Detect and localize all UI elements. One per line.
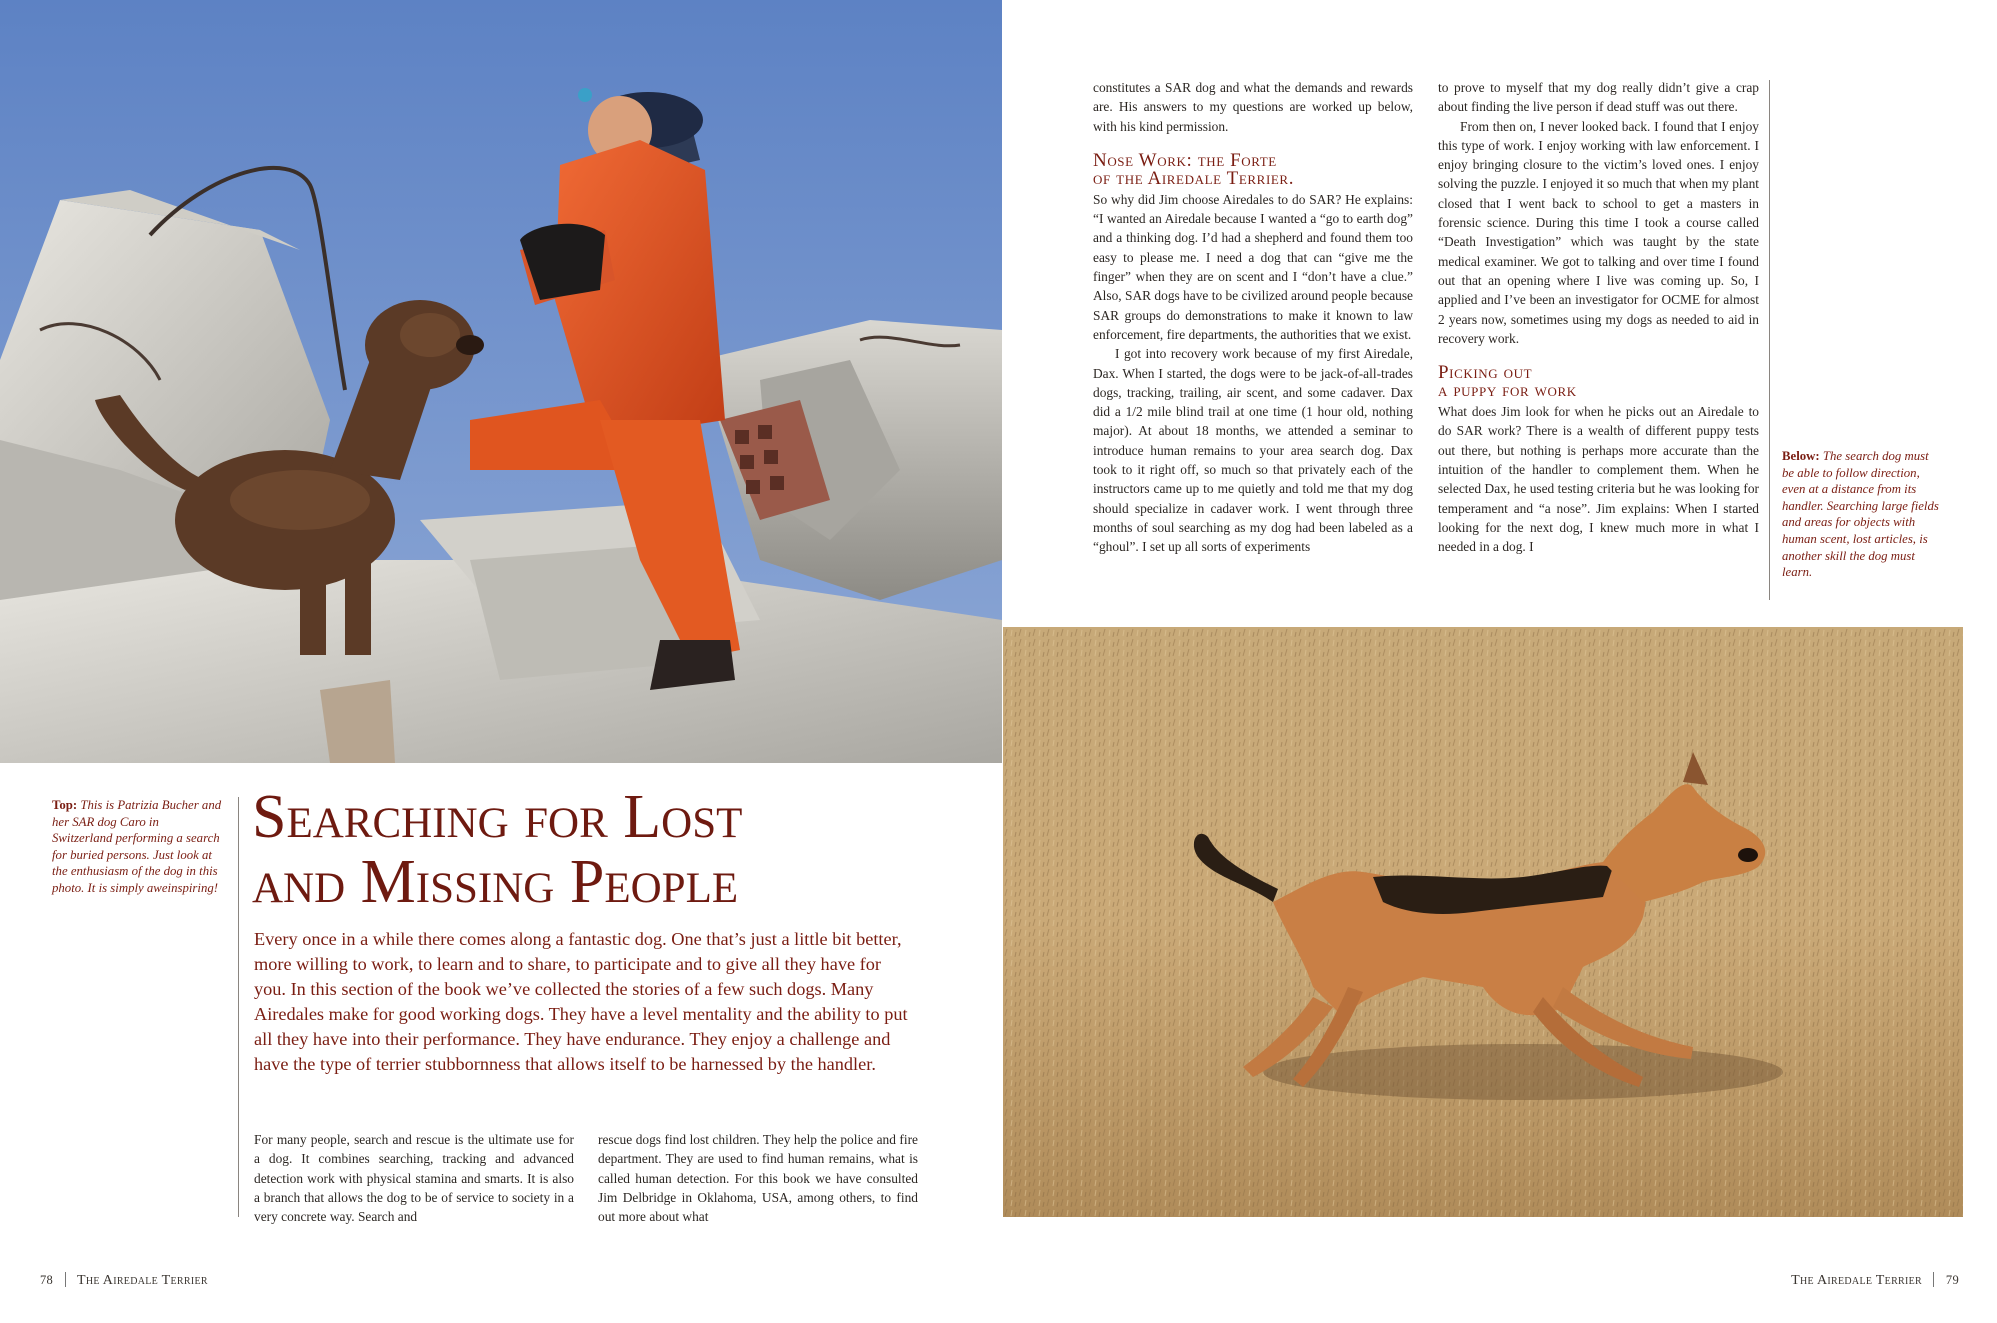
left-column-1 <box>254 1130 574 1226</box>
right-col2-p3: What does Jim look for when he picks out an Airedale to do SAR work? There is a wealth of different puppy tests out there, but nothing is perhaps more accurate than the intuition of the handler to complement them. When he selected Dax, he used testing criteria but he was looking for temperament and “a nose”. Jim explains: When I started looking for the next dog, I knew much more in what I needed in a dog. I <box>1438 404 1759 555</box>
caption-top-text: This is Patrizia Bucher and her SAR dog Caro in Switzerland performing a search for buried persons. Just look at the enthusiasm of the dog in this photo. It is simply aweinspiring! <box>52 798 222 895</box>
heading-picking-puppy-line1: Picking out <box>1438 362 1533 384</box>
heading-nose-work <box>1093 149 1413 189</box>
top-photo <box>0 0 1002 763</box>
caption-top <box>52 797 222 897</box>
right-col1-p1: constitutes a SAR dog and what the demands and rewards are. His answers to my questions are worked up below, with his kind permission. <box>1093 80 1413 134</box>
right-column-1 <box>1093 78 1413 557</box>
caption-below <box>1782 448 1942 581</box>
caption-top-label: Top: <box>52 798 78 812</box>
right-col1-p2: So why did Jim choose Airedales to do SAR? He explains: “I wanted an Airedale because I wanted a “go to earth dog” and a thinking dog. I’d had a shepherd and found them too easy to please me. I need a dog that can “give me the finger” when they are on scent and I “don’t have a clue.” Also, SAR dogs have to be civilized around people because SAR groups do demonstrations to make it known to law enforcement, fire departments, the authorities that we exist. <box>1093 191 1413 342</box>
footer-left-title: The Airedale Terrier <box>76 1273 208 1288</box>
left-col1-text: For many people, search and rescue is the ultimate use for a dog. It combines searching, tracking and advanced detection work with physical stamina and smarts. It is also a branch that allows the dog to be of service to society in a very concrete way. Search and <box>254 1132 574 1225</box>
heading-picking-puppy <box>1438 364 1759 400</box>
article-title <box>252 785 972 915</box>
title-line-2: and Missing People <box>252 848 739 916</box>
caption-below-label: Below: <box>1782 449 1820 463</box>
caption-below-text: The search dog must be able to follow direction, even at a distance from its handler. Searching large fields and areas for objects with human scent, lost articles, is another skill the dog must learn. <box>1782 449 1939 580</box>
footer-left-divider <box>65 1272 66 1287</box>
right-col2-p1: to prove to myself that my dog really didn’t give a crap about finding the live person if dead stuff was out there. <box>1438 80 1759 115</box>
left-column-2 <box>598 1130 918 1226</box>
intro-text: Every once in a while there comes along a fantastic dog. One that’s just a little bit better, more willing to work, to learn and to share, to participate and to give all they have for you. In this section of the book we’ve collected the stories of a few such dogs. Many Airedales make for good working dogs. They have a level mentality and the ability to put all they have into their performance. They have endurance. They enjoy a challenge and have the type of terrier stubbornness that allows itself to be harnessed by the handler. <box>254 929 908 1074</box>
heading-picking-puppy-line2: a puppy for work <box>1438 380 1577 402</box>
right-column-2 <box>1438 78 1759 557</box>
title-line-1: Searching for Lost <box>252 783 743 851</box>
heading-nose-work-line2: of the Airedale Terrier. <box>1093 167 1295 189</box>
footer-right-title: The Airedale Terrier <box>1791 1273 1923 1288</box>
footer-right <box>1791 1272 1959 1289</box>
page-number-right: 79 <box>1945 1273 1959 1287</box>
right-column-divider <box>1769 80 1770 600</box>
intro-paragraph <box>254 927 909 1077</box>
field-photo <box>1003 627 1963 1217</box>
footer-right-divider <box>1933 1272 1934 1287</box>
right-col1-p3: I got into recovery work because of my first Airedale, Dax. When I started, the dogs were to be jack-of-all-trades dogs, tracking, trailing, air scent, and some cadaver. Dax did a 1/2 mile blind trail at one time (1 hour old, nothing major). At about 18 months, we attended a seminar to introduce human remains to your area search dog. Dax took to it right off, so much so that privately each of the instructors came up to me quietly and told me that my dog should specialize in cadaver work. I went through three months of soul searching as my dog had been labeled as a “ghoul”. I set up all sorts of experiments <box>1093 346 1413 555</box>
page-number-left: 78 <box>40 1273 54 1287</box>
right-col2-p2: From then on, I never looked back. I found that I enjoy this type of work. I enjoy working with law enforcement. I enjoy bringing closure to the victim’s loved ones. I enjoy solving the puzzle. I enjoyed it so much that when my plant closed that I went back to school to get a masters in forensic science. During this time I took a course called “Death Investigation” which was taught by the state medical examiner. We got to talking and over time I found out that an opening where I live was coming up. So, I applied and I’ve been an investigator for OCME for almost 2 years now, sometimes using my dogs as needed to aid in recovery work. <box>1438 118 1759 346</box>
footer-left <box>40 1272 208 1289</box>
heading-nose-work-line1: Nose Work: the Forte <box>1093 149 1277 171</box>
caption-divider <box>238 797 239 1217</box>
left-col2-text: rescue dogs find lost children. They help the police and fire department. They are used to find human remains, what is called human detection. For this book we have consulted Jim Delbridge in Oklahoma, USA, among others, to find out more about what <box>598 1132 918 1225</box>
